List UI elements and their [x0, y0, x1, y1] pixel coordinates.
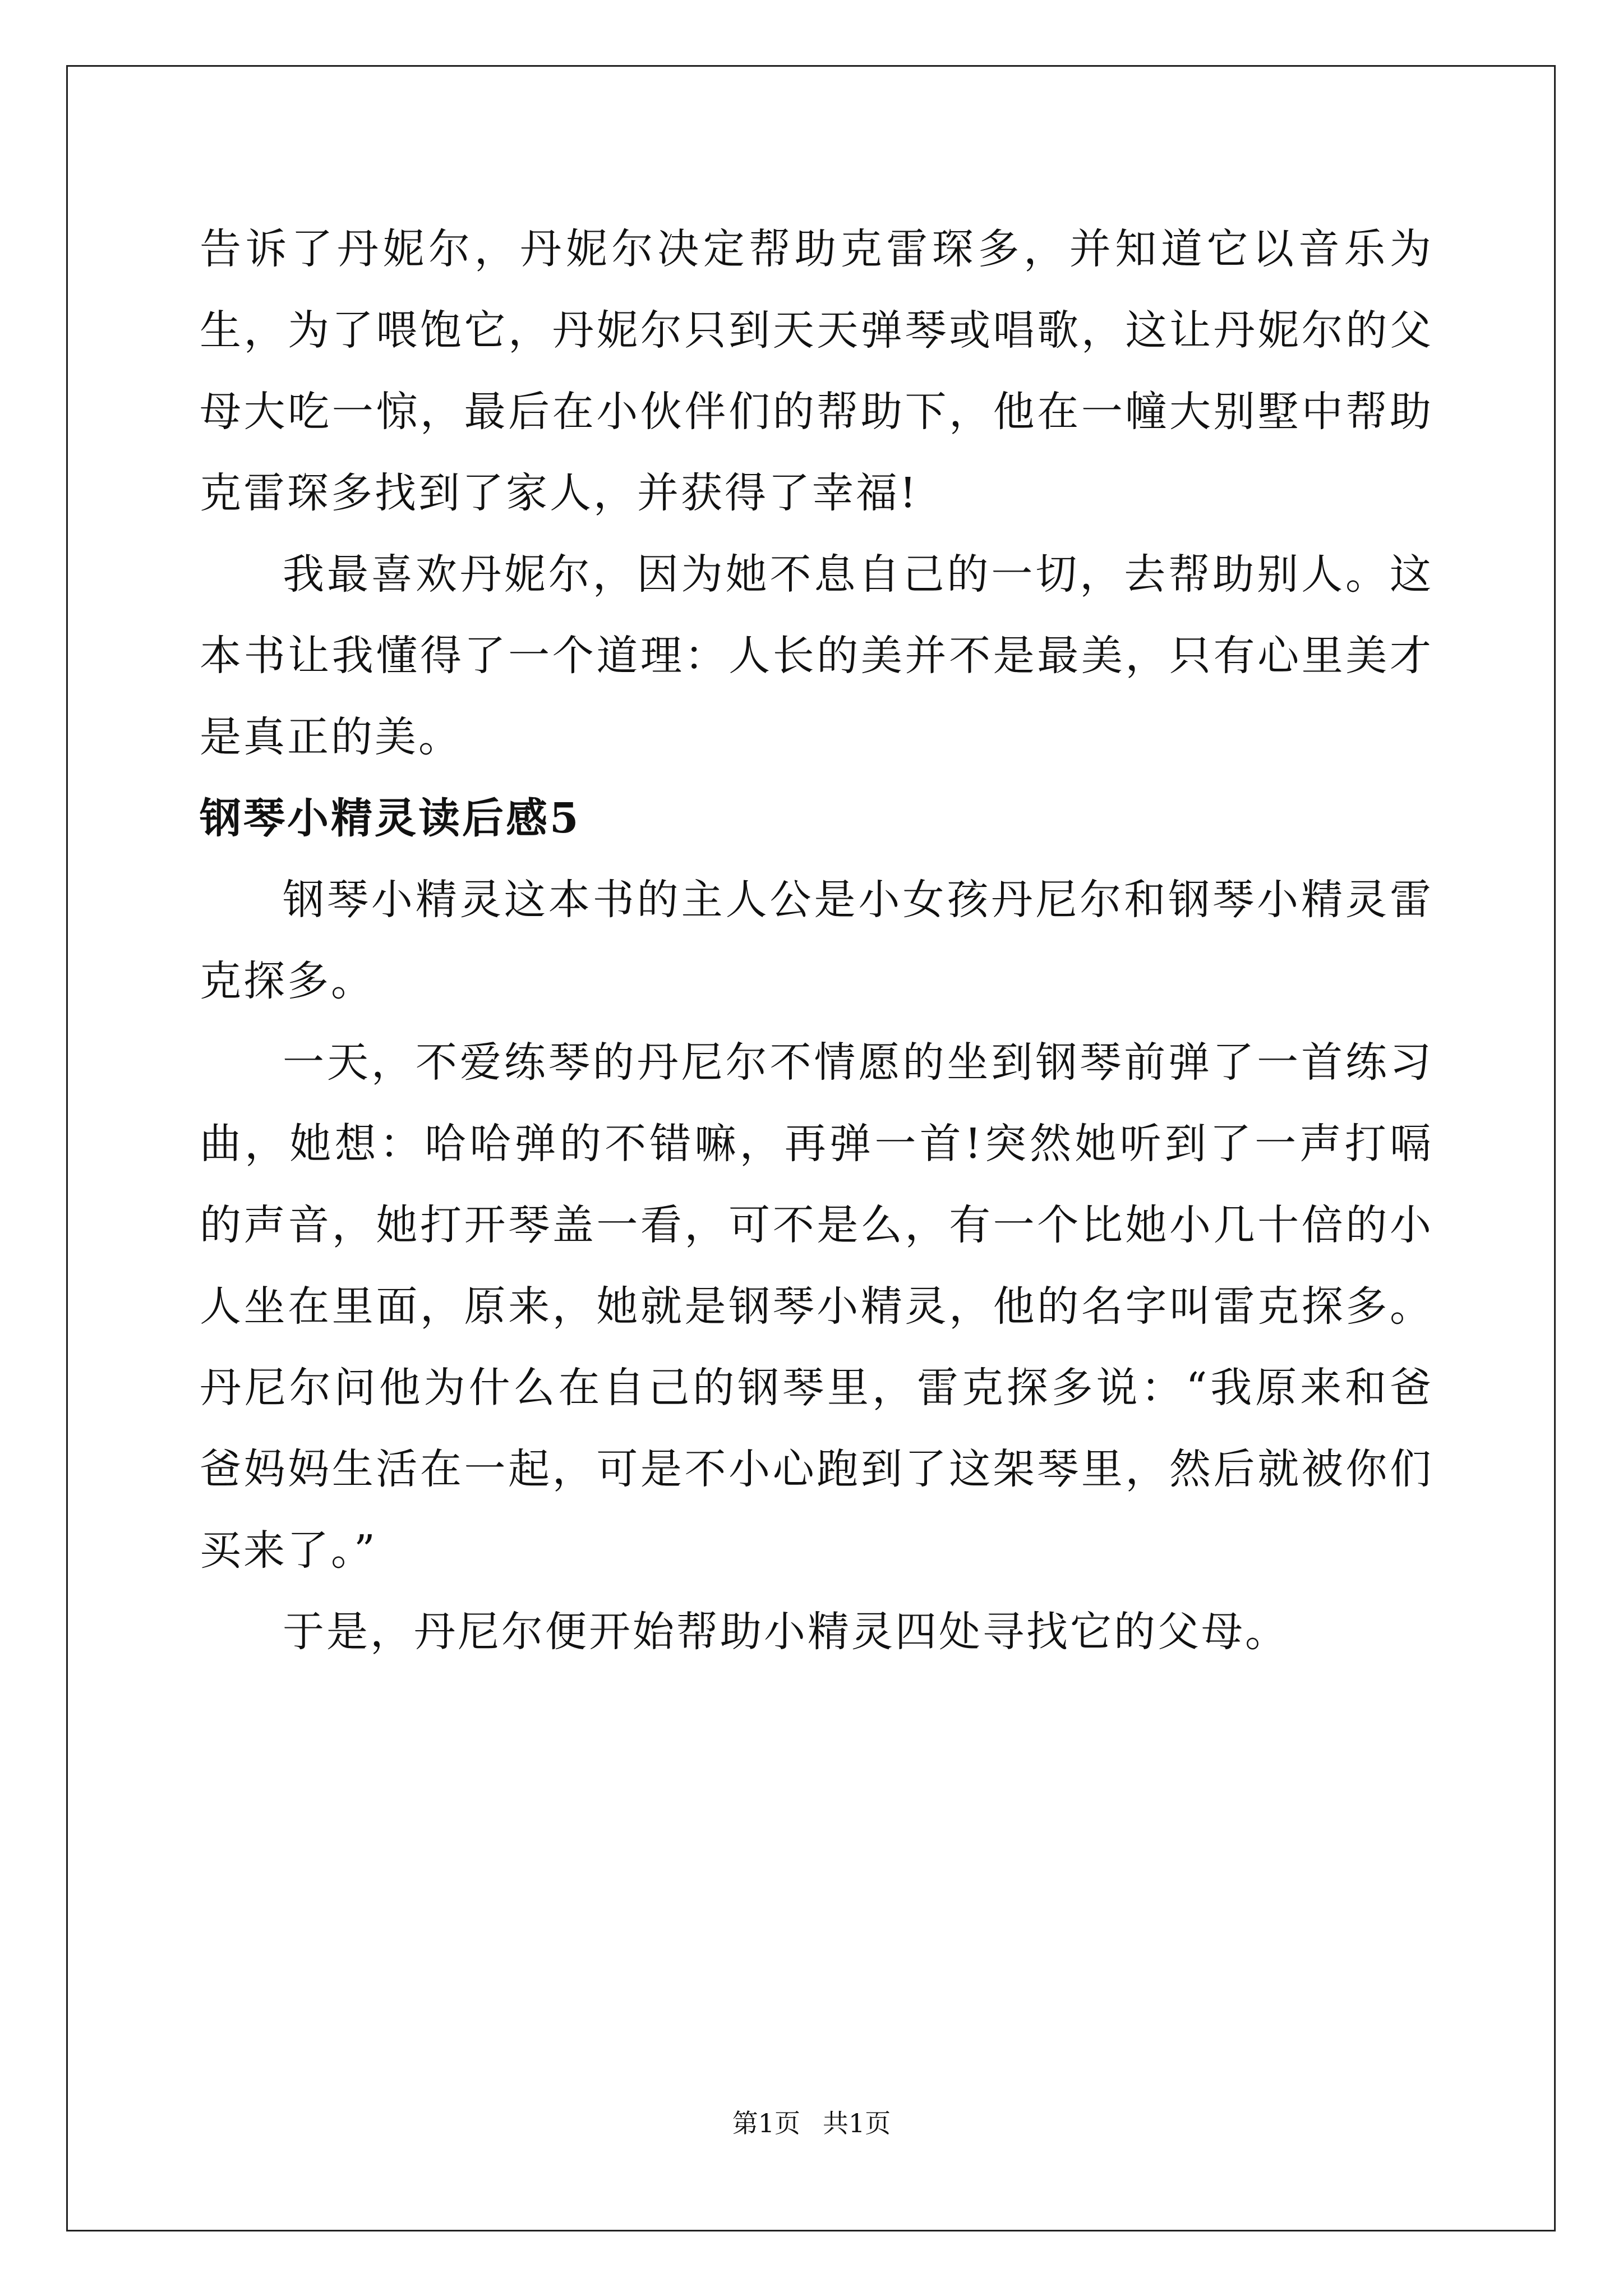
paragraph: 钢琴小精灵这本书的主人公是小女孩丹尼尔和钢琴小精灵雷克探多。 [200, 876, 1433, 1005]
paragraph: 于是，丹尼尔便开始帮助小精灵四处寻找它的父母。 [283, 1608, 1289, 1656]
document-body [200, 209, 1433, 1673]
page-number: 第1页 [732, 2108, 800, 2138]
paragraph: 我最喜欢丹妮尔，因为她不息自己的一切，去帮助别人。这本书让我懂得了一个道理：人长的美并不是最美，只有心里美才是真正的美。 [200, 550, 1433, 761]
page-total: 共1页 [823, 2108, 891, 2138]
page-footer [0, 2106, 1623, 2140]
section-heading: 钢琴小精灵读后感5 [200, 794, 581, 843]
paragraph: 告诉了丹妮尔，丹妮尔决定帮助克雷琛多，并知道它以音乐为生，为了喂饱它，丹妮尔只到天天弹琴或唱歌，这让丹妮尔的父母大吃一惊，最后在小伙伴们的帮助下，他在一幢大别墅中帮助克雷琛多找到了家人，并获得了幸福! [200, 225, 1433, 517]
paragraph: 一天，不爱练琴的丹尼尔不情愿的坐到钢琴前弹了一首练习曲，她想：哈哈弹的不错嘛，再弹一首!突然她听到了一声打嗝的声音，她打开琴盖一看，可不是么，有一个比她小几十倍的小人坐在里面，原来，她就是钢琴小精灵，他的名字叫雷克探多。丹尼尔问他为什么在自己的钢琴里，雷克探多说：“我原来和爸爸妈妈生活在一起，可是不小心跑到了这架琴里，然后就被你们买来了。” [200, 1038, 1433, 1575]
